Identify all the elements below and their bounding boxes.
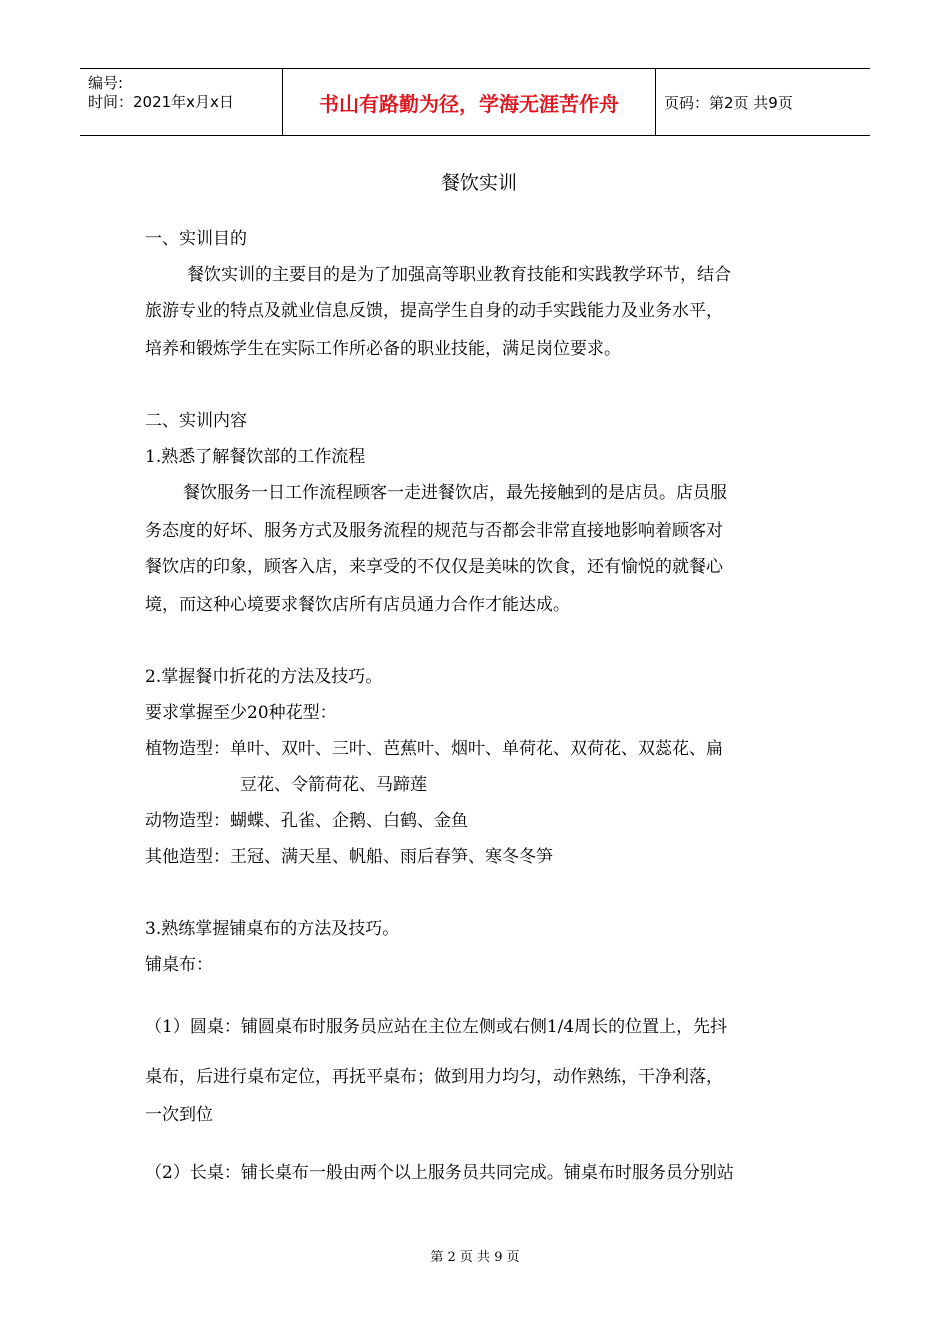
paragraph-line: 餐饮实训的主要目的是为了加强高等职业教育技能和实践教学环节，结合 — [187, 265, 731, 285]
paragraph-line: 桌布，后进行桌布定位，再抚平桌布；做到用力均匀，动作熟练，干净利落， — [145, 1067, 723, 1087]
list-item-continuation: 豆花、令箭荷花、马蹄莲 — [240, 775, 427, 795]
section-heading: 一、实训目的 — [145, 229, 247, 249]
section-heading: 二、实训内容 — [145, 411, 247, 431]
subsection-heading: 2.掌握餐巾折花的方法及技巧。 — [145, 667, 383, 687]
number-label: 编号: — [88, 74, 124, 92]
header-meta — [80, 69, 282, 135]
paragraph-line: 铺桌布： — [145, 955, 213, 975]
paragraph-line: 餐饮店的印象，顾客入店，来享受的不仅仅是美味的饮食，还有愉悦的就餐心 — [145, 557, 723, 577]
header-motto: 书山有路勤为径，学海无涯苦作舟 — [282, 69, 656, 135]
document-title: 餐饮实训 — [440, 172, 517, 194]
paragraph-line: 务态度的好坏、服务方式及服务流程的规范与否都会非常直接地影响着顾客对 — [145, 521, 723, 541]
list-item: 其他造型：王冠、满天星、帆船、雨后春笋、寒冬冬笋 — [145, 847, 553, 867]
subsection-heading: 1.熟悉了解餐饮部的工作流程 — [145, 447, 366, 467]
paragraph-line: （2）长桌：铺长桌布一般由两个以上服务员共同完成。铺桌布时服务员分别站 — [145, 1163, 734, 1183]
paragraph-line: （1）圆桌：铺圆桌布时服务员应站在主位左侧或右侧1/4周长的位置上，先抖 — [145, 1017, 728, 1037]
paragraph-line: 一次到位 — [145, 1105, 213, 1125]
header-table — [80, 68, 870, 136]
date-label: 时间：2021年x月x日 — [88, 93, 234, 111]
header-page-label: 页码：第2页 共9页 — [664, 93, 793, 112]
list-item: 动物造型：蝴蝶、孔雀、企鹅、白鹤、金鱼 — [145, 811, 468, 831]
paragraph-line: 境，而这种心境要求餐饮店所有店员通力合作才能达成。 — [145, 595, 570, 615]
subsection-heading: 3.熟练掌握铺桌布的方法及技巧。 — [145, 919, 400, 939]
paragraph-line: 培养和锻炼学生在实际工作所必备的职业技能，满足岗位要求。 — [145, 339, 621, 359]
list-item: 植物造型：单叶、双叶、三叶、芭蕉叶、烟叶、单荷花、双荷花、双蕊花、扁 — [145, 739, 723, 759]
paragraph-line: 旅游专业的特点及就业信息反馈，提高学生自身的动手实践能力及业务水平， — [145, 301, 723, 321]
paragraph-line: 餐饮服务一日工作流程顾客一走进餐饮店，最先接触到的是店员。店员服 — [183, 483, 727, 503]
page-footer: 第 2 页 共 9 页 — [430, 1250, 520, 1265]
paragraph-line: 要求掌握至少20种花型： — [145, 703, 337, 723]
